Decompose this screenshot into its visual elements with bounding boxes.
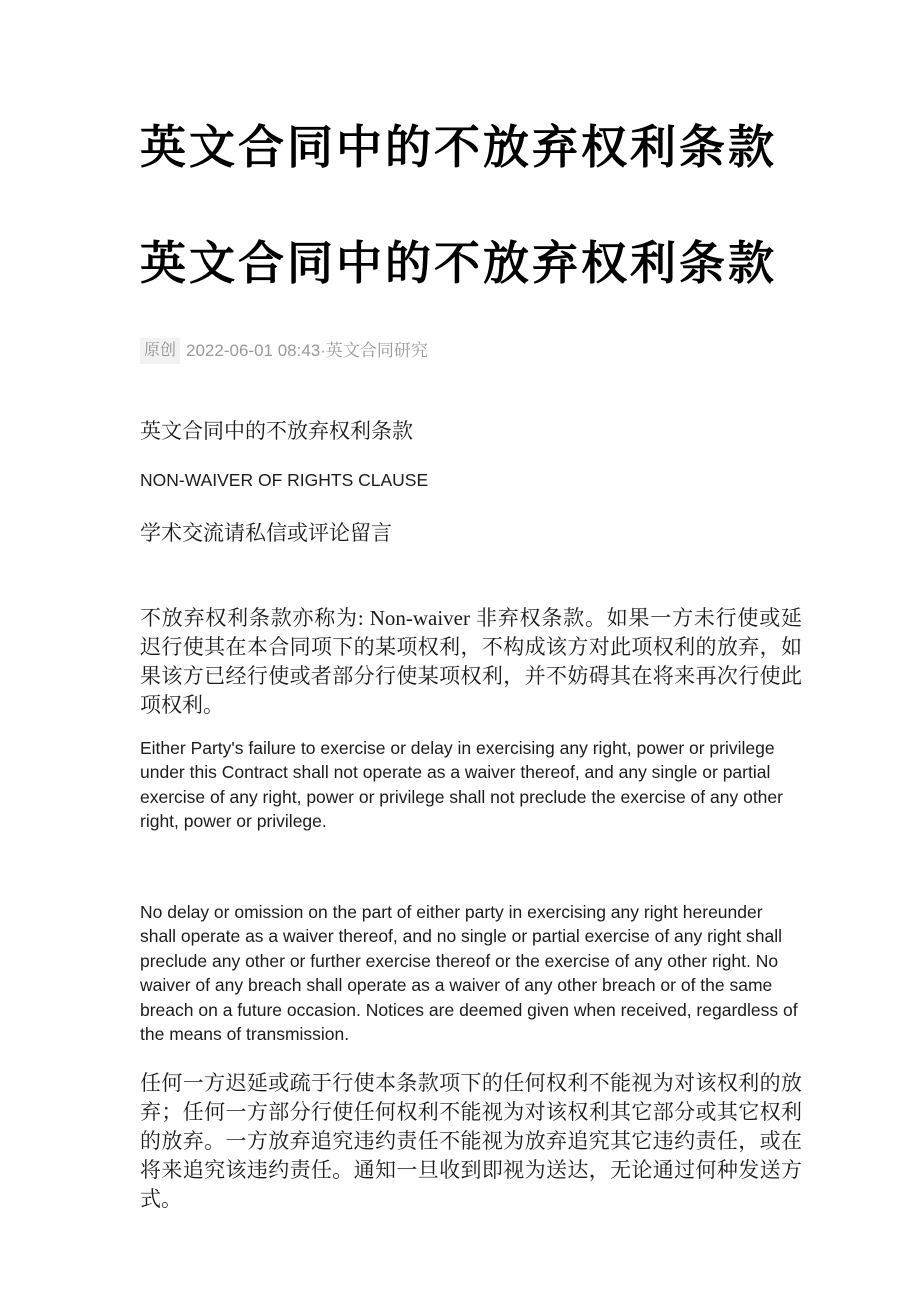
article-meta [140, 338, 802, 364]
publish-info: 2022-06-01 08:43·英文合同研究 [186, 340, 428, 360]
article-title: 英文合同中的不放弃权利条款 [140, 236, 777, 289]
paragraph-en-clause-1: Either Party's failure to exercise or delay in exercising any right, power or privilege under this Contract shall not operate as a waiver thereof, and any single or partial exercise of any right, power or privilege shall not preclude the exercise of any other right, power or privilege. [140, 737, 783, 832]
paragraph-zh-translation: 任何一方迟延或疏于行使本条款项下的任何权利不能视为对该权利的放弃；任何一方部分行使任何权利不能视为对该权利其它部分或其它权利的放弃。一方放弃追究违约责任不能视为放弃追究其它违约责任，或在将来追究该违约责任。通知一旦收到即视为送达，无论通过何种发送方式。 [140, 1070, 802, 1211]
intro-heading-zh: 英文合同中的不放弃权利条款 [140, 418, 413, 443]
page-title: 英文合同中的不放弃权利条款 [140, 121, 777, 173]
original-badge: 原创 [140, 338, 180, 364]
paragraph-zh-definition: 不放弃权利条款亦称为: Non-waiver 非弃权条款。如果一方未行使或延迟行使其在本合同项下的某项权利，不构成该方对此项权利的放弃，如果该方已经行使或者部分行使某项权利，并不妨碍其在将来再次行使此项权利。 [140, 605, 802, 717]
intro-note: 学术交流请私信或评论留言 [140, 520, 392, 545]
intro-heading-en: NON-WAIVER OF RIGHTS CLAUSE [140, 469, 429, 490]
paragraph-en-clause-2: No delay or omission on the part of either party in exercising any right hereunder shall operate as a waiver thereof, and no single or partial exercise of any right shall preclude any other or further exercise thereof or the exercise of any other right. No waiver of any breach shall operate as a waiver of any other breach or of the same breach on a future occasion. Notices are deemed given when received, regardless of the means of transmission. [140, 901, 798, 1045]
